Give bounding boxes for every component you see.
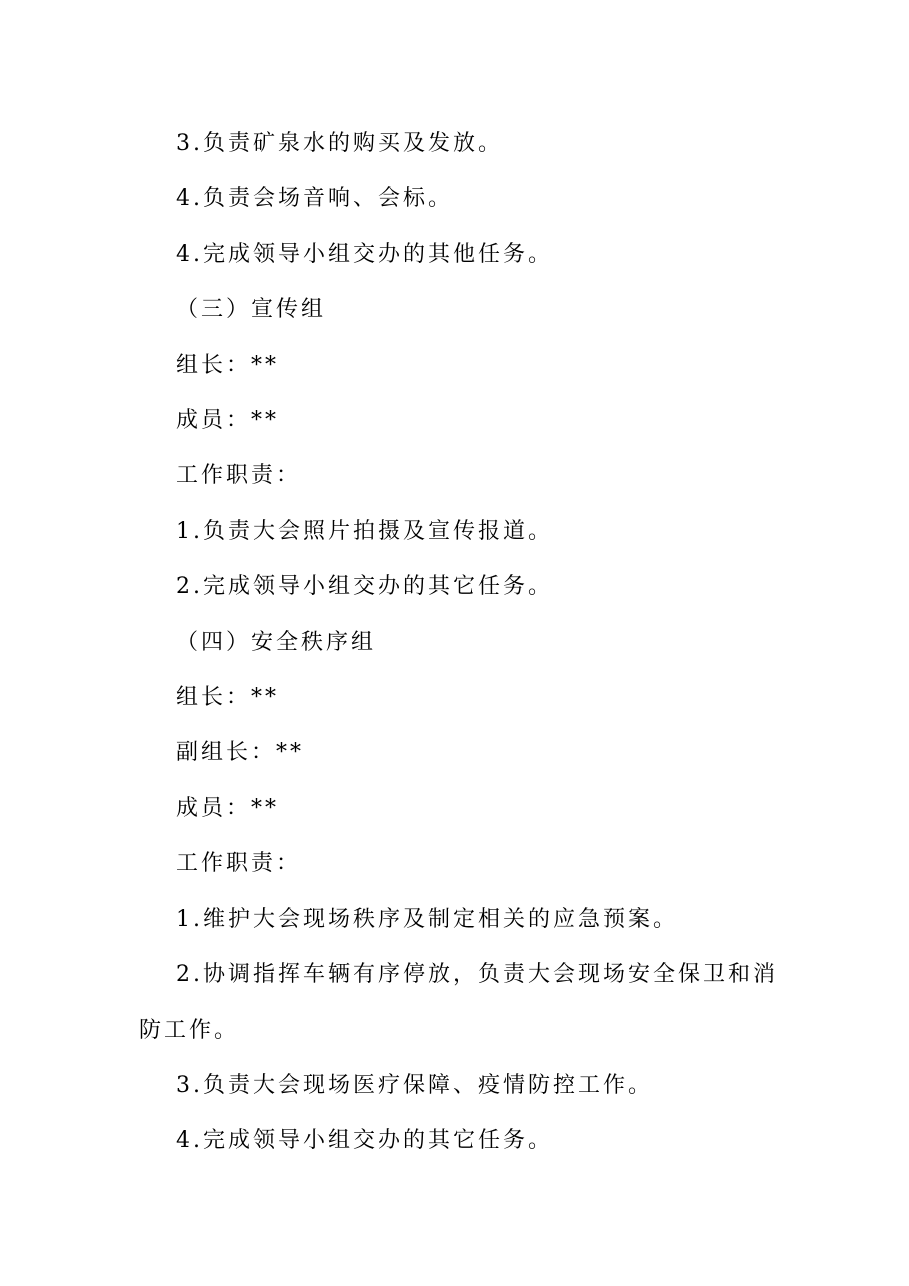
security-group-leader: 组长：**	[176, 685, 280, 711]
publicity-duty-item-2: 2.完成领导小组交办的其它任务。	[176, 574, 553, 600]
publicity-duties-heading: 工作职责：	[176, 463, 302, 489]
security-group-members: 成员：**	[176, 795, 280, 821]
section-heading-security-group: （四）安全秩序组	[176, 629, 377, 655]
security-duty-item-4: 4.完成领导小组交办的其它任务。	[176, 1128, 553, 1154]
paragraph-logistics-item-4b: 4.完成领导小组交办的其他任务。	[176, 241, 553, 267]
paragraph-logistics-item-4a: 4.负责会场音响、会标。	[176, 186, 453, 212]
document-body	[139, 116, 779, 1169]
security-group-deputy-leader: 副组长：**	[176, 740, 305, 766]
paragraph-logistics-item-3: 3.负责矿泉水的购买及发放。	[176, 131, 503, 156]
security-duty-item-2: 2.协调指挥车辆有序停放，负责大会现场安全保卫和消防工作。	[139, 962, 778, 1043]
security-duties-heading: 工作职责：	[176, 851, 302, 877]
publicity-group-leader: 组长：**	[176, 352, 280, 378]
publicity-group-members: 成员：**	[176, 408, 280, 434]
section-heading-publicity-group: （三）宣传组	[176, 297, 327, 323]
security-duty-item-3: 3.负责大会现场医疗保障、疫情防控工作。	[176, 1072, 653, 1098]
publicity-duty-item-1: 1.负责大会照片拍摄及宣传报道。	[176, 518, 553, 544]
security-duty-item-1: 1.维护大会现场秩序及制定相关的应急预案。	[176, 906, 678, 932]
